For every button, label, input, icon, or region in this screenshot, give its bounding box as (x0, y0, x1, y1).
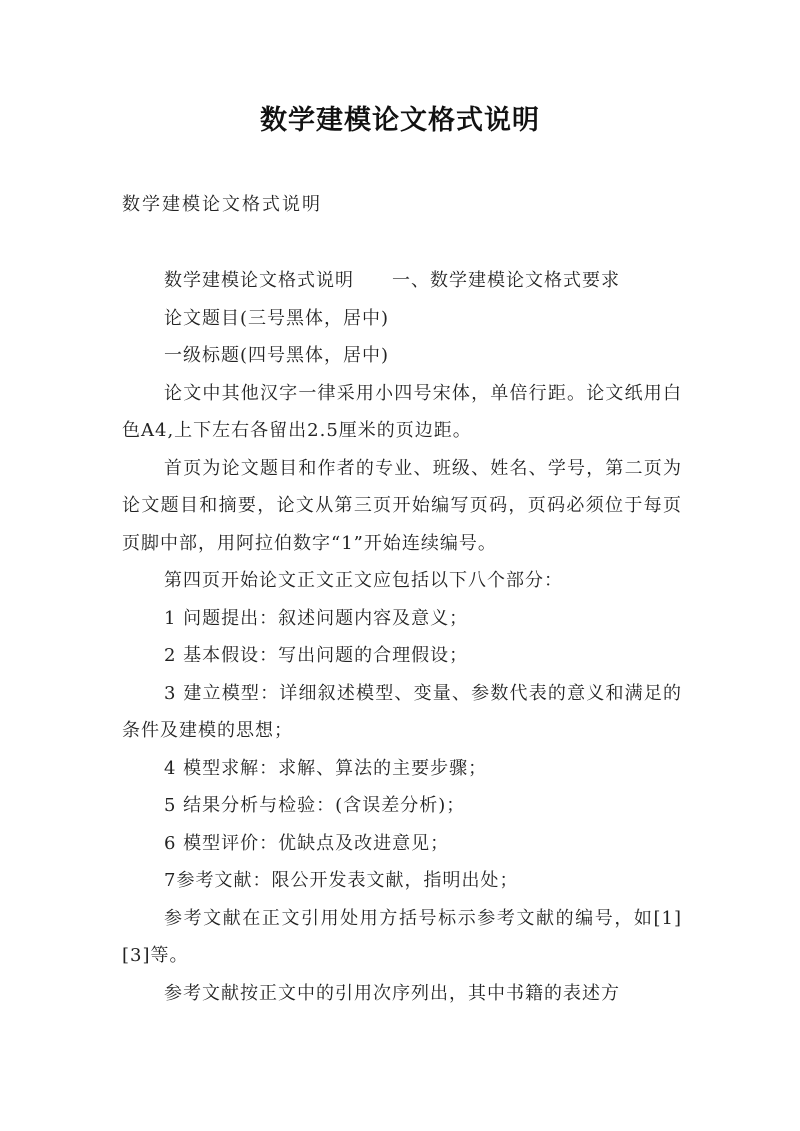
document-subtitle: 数学建模论文格式说明 (122, 194, 322, 215)
list-item-model-solving: 4 模型求解：求解、算法的主要步骤； (164, 757, 488, 779)
paragraph-page-numbering: 首页为论文题目和作者的专业、班级、姓名、学号，第二页为论文题目和摘要，论文从第三页开始编写页码，页码必须位于每页页脚中部，用阿拉伯数字“1”开始连续编号。 (122, 457, 682, 554)
paragraph-heading-format: 一级标题(四号黑体，居中) (164, 345, 390, 366)
list-item-evaluation: 6 模型评价：优缺点及改进意见； (164, 832, 450, 854)
paragraph-first-line (122, 262, 682, 300)
list-item-model-building: 3 建立模型：详细叙述模型、变量、参数代表的意义和满足的条件及建模的思想； (122, 682, 682, 741)
first-line-left: 数学建模论文格式说明 (164, 270, 354, 291)
list-item-analysis: 5 结果分析与检验：(含误差分析)； (164, 795, 466, 816)
first-line-right: 一、数学建模论文格式要求 (392, 270, 620, 291)
paragraph-reference-order: 参考文献按正文中的引用次序列出，其中书籍的表述方 (164, 982, 620, 1004)
paragraph-eight-parts: 第四页开始论文正文正文应包括以下八个部分： (164, 570, 563, 591)
list-item-references: 7参考文献：限公开发表文献，指明出处； (164, 870, 519, 891)
paragraph-font-margins: 论文中其他汉字一律采用小四号宋体，单倍行距。论文纸用白色A4,上下左右各留出2.5厘米的页边距。 (122, 382, 682, 441)
document-body (122, 262, 682, 1012)
paragraph-title-format: 论文题目(三号黑体，居中) (164, 307, 390, 329)
paragraph-citation-format: 参考文献在正文引用处用方括号标示参考文献的编号，如[1][3]等。 (122, 907, 682, 966)
list-item-assumptions: 2 基本假设：写出问题的合理假设； (164, 645, 469, 666)
list-item-problem: 1 问题提出：叙述问题内容及意义； (164, 607, 469, 629)
document-title: 数学建模论文格式说明 (260, 105, 540, 136)
